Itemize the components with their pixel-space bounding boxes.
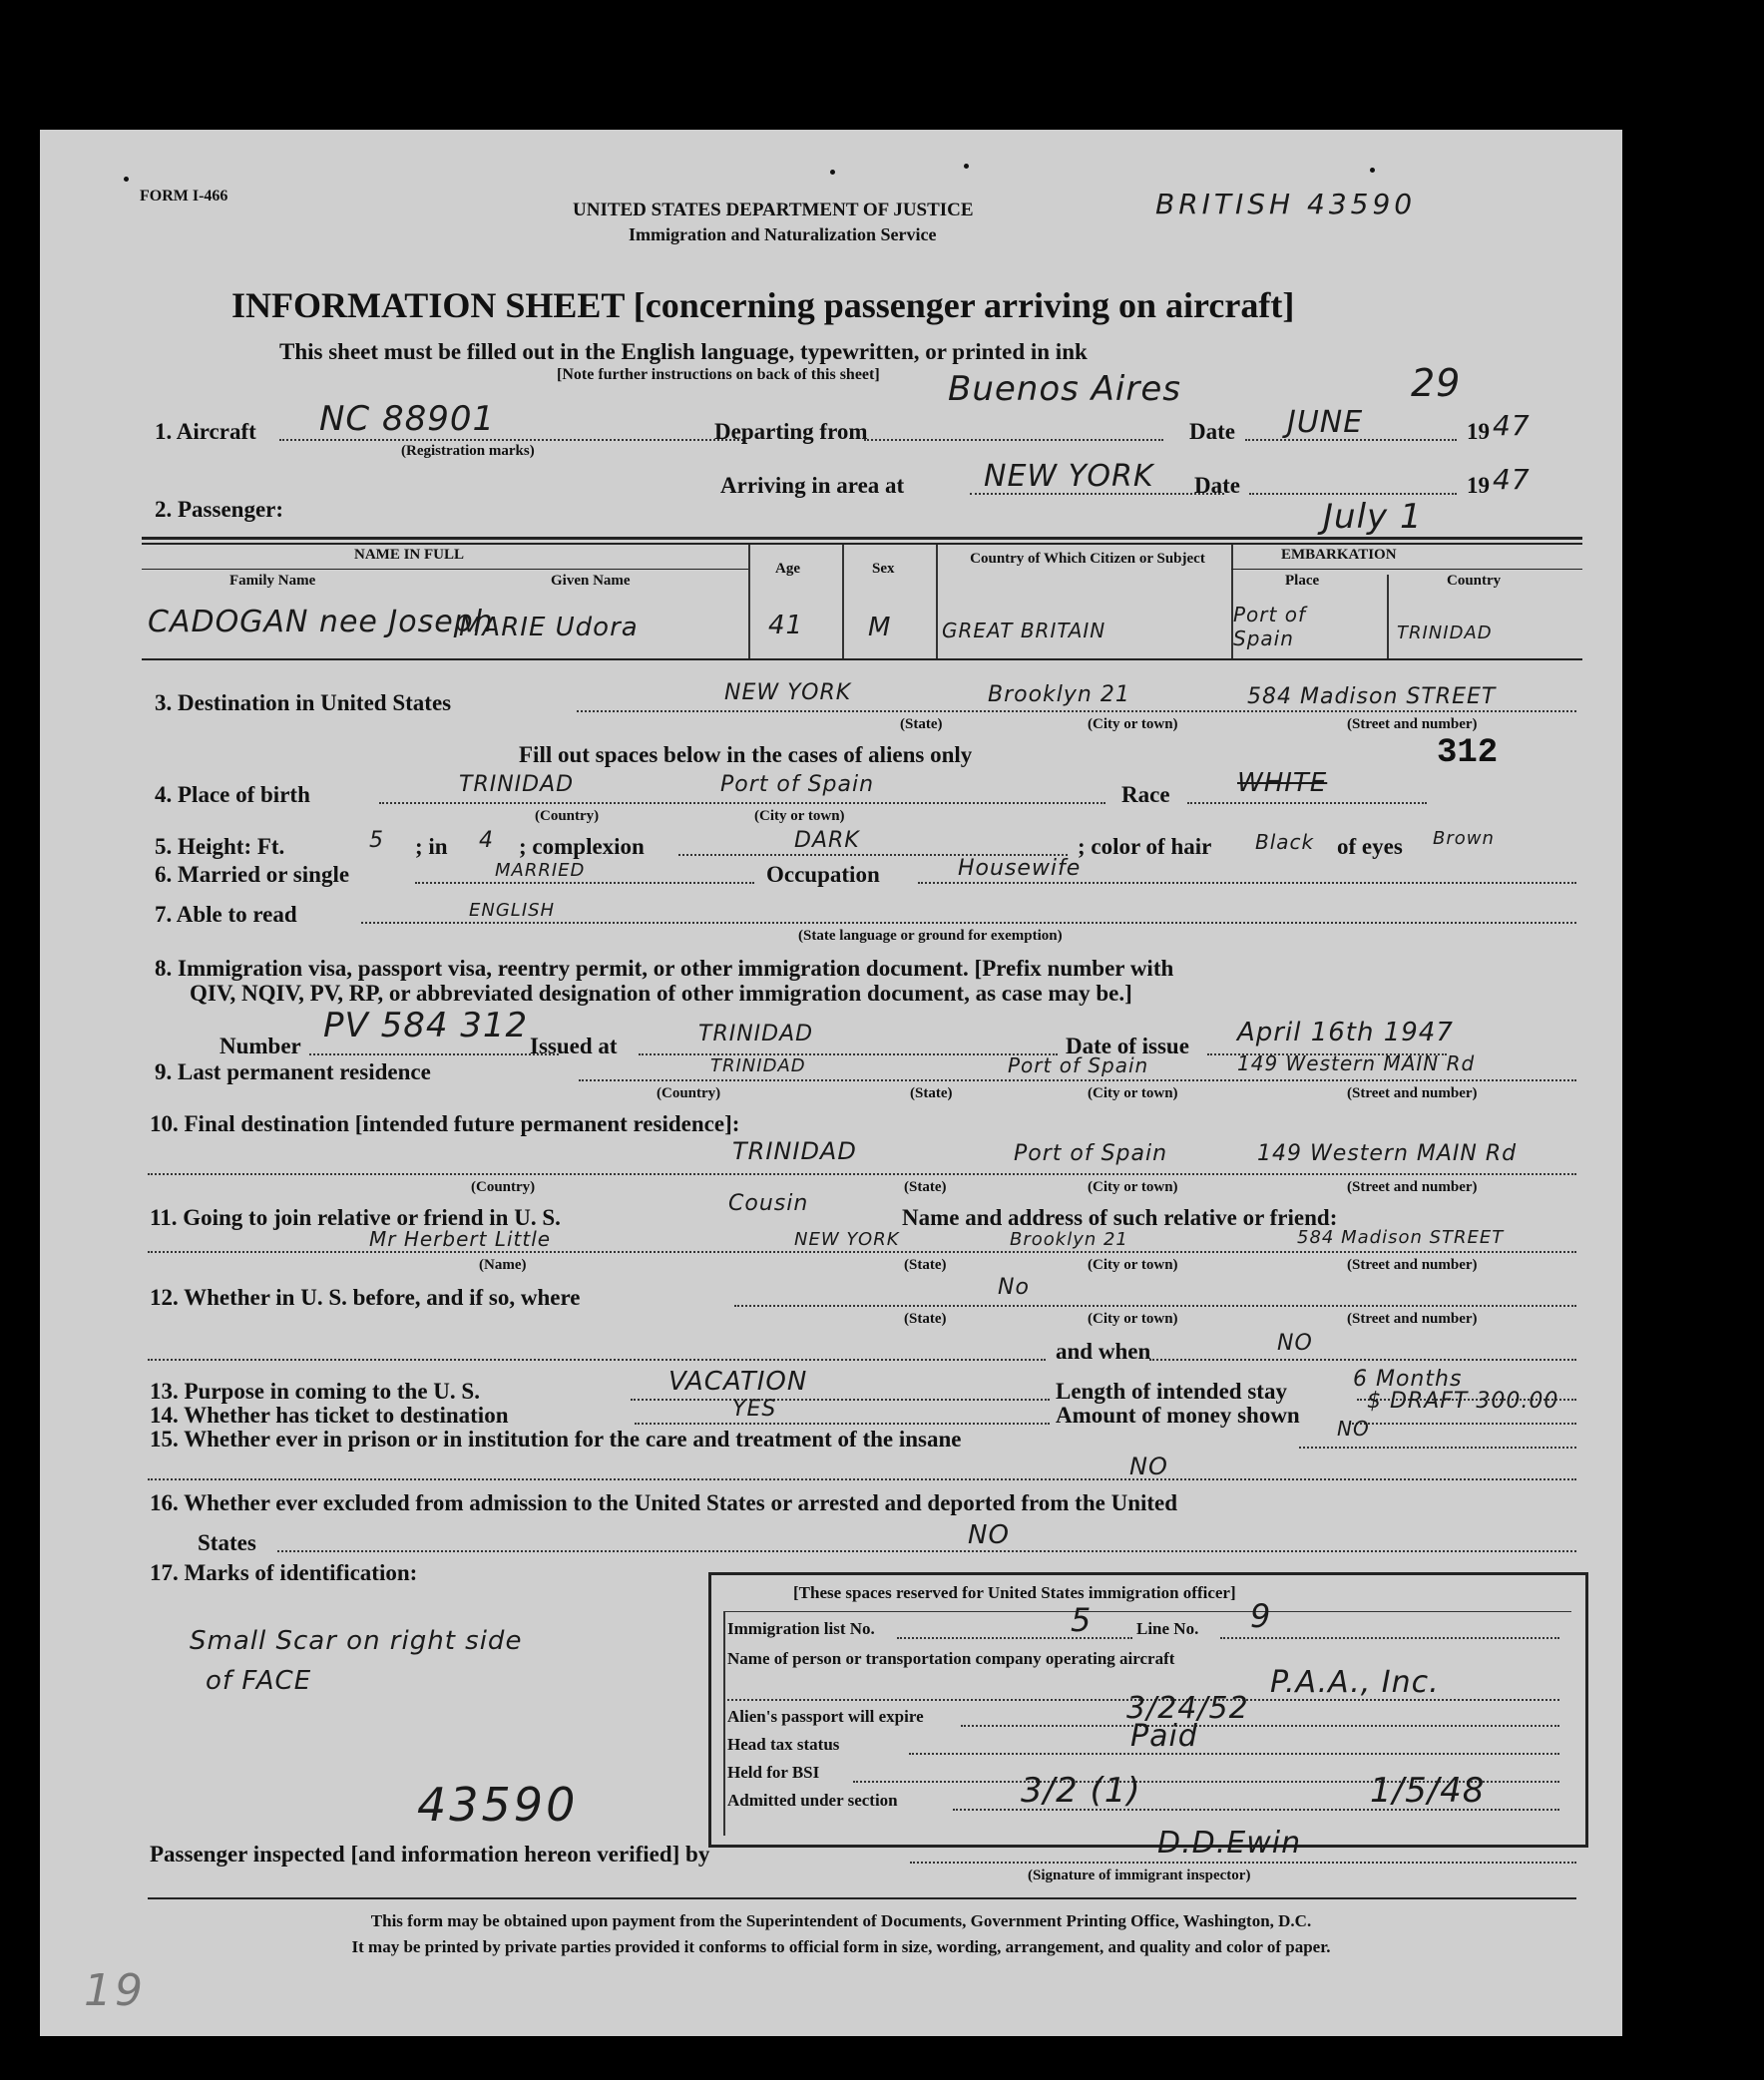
officer-box <box>708 1572 1588 1848</box>
read-label: 7. Able to read <box>155 902 297 927</box>
caption-street: (Street and number) <box>1347 716 1478 732</box>
place-value: Port of Spain <box>1233 603 1306 650</box>
list-line <box>897 1637 1132 1639</box>
stay-label: Length of intended stay <box>1056 1379 1287 1404</box>
registration-caption: (Registration marks) <box>401 443 535 459</box>
issue-date: April 16th 1947 <box>1237 1018 1454 1047</box>
height-in: 4 <box>479 828 494 853</box>
departing-line <box>864 439 1163 441</box>
caption-street: (Street and number) <box>1347 1257 1478 1273</box>
tax-label: Head tax status <box>727 1735 840 1754</box>
married-label: 6. Married or single <box>155 862 350 887</box>
purpose-value: VACATION <box>668 1367 808 1397</box>
number-label: Number <box>220 1034 301 1058</box>
eyes-value: Brown <box>1433 828 1495 849</box>
complexion-label: ; complexion <box>519 834 645 859</box>
inches-label: ; in <box>415 834 448 859</box>
arrive-date-label: Date <box>1194 473 1240 498</box>
purpose-line <box>631 1399 1050 1401</box>
race-value: WHITE <box>1237 768 1328 798</box>
join-label2: Name and address of such relative or friend: <box>902 1205 1338 1230</box>
officer-heading: [These spaces reserved for United States immigration officer] <box>793 1583 1236 1602</box>
caption-city: (City or town) <box>1088 716 1178 732</box>
speck <box>124 177 129 182</box>
service: Immigration and Naturalization Service <box>629 224 937 244</box>
caption-street: (Street and number) <box>1347 1179 1478 1195</box>
birthplace-label: 4. Place of birth <box>155 782 310 807</box>
excluded-line1: 16. Whether ever excluded from admission to the United States or arrested and deported from the United <box>150 1490 1178 1515</box>
height-ft: 5 <box>369 828 384 853</box>
residence-country: TRINIDAD <box>710 1055 806 1076</box>
arriving-value: NEW YORK <box>984 459 1154 494</box>
friend-city: Brooklyn 21 <box>1010 1229 1128 1250</box>
file-number: 43590 <box>417 1778 579 1832</box>
passport-line <box>961 1725 1559 1727</box>
col-age: Age <box>775 561 800 577</box>
list-no: 5 <box>1071 1601 1093 1639</box>
caption-city: (City or town) <box>754 808 845 824</box>
caption-state: (State) <box>904 1257 947 1273</box>
number-line <box>309 1053 559 1055</box>
prison-line <box>1299 1447 1576 1449</box>
arrive-year-prefix: 19 <box>1467 473 1490 498</box>
depart-year: 47 <box>1493 409 1531 442</box>
signature-caption: (Signature of immigrant inspector) <box>1028 1868 1251 1883</box>
before-line-2 <box>148 1359 1046 1361</box>
citizen-value: GREAT BRITAIN <box>942 619 1106 642</box>
col-sep <box>842 545 844 658</box>
aliens-heading: Fill out spaces below in the cases of aliens only <box>519 742 973 767</box>
caption-name: (Name) <box>479 1257 527 1273</box>
page-title: INFORMATION SHEET [concerning passenger arriving on aircraft] <box>231 285 1295 325</box>
birthplace-line <box>379 802 1105 804</box>
inspected-line <box>910 1862 1576 1864</box>
operator-value: P.A.A., Inc. <box>1270 1665 1440 1700</box>
arrive-month: July 1 <box>1323 497 1423 537</box>
col-given: Given Name <box>551 573 631 589</box>
caption-street: (Street and number) <box>1347 1085 1478 1101</box>
final-destination-label: 10. Final destination [intended future permanent residence]: <box>150 1111 740 1136</box>
speck <box>830 170 835 175</box>
join-label: 11. Going to join relative or friend in U. S. <box>150 1205 561 1230</box>
col-sex: Sex <box>872 561 895 577</box>
destination-label: 3. Destination in United States <box>155 690 452 715</box>
departing-value: Buenos Aires <box>948 369 1181 409</box>
caption-street: (Street and number) <box>1347 1311 1478 1327</box>
married-value: MARRIED <box>495 860 586 881</box>
friend-name: Mr Herbert Little <box>369 1227 552 1251</box>
line-label: Line No. <box>1136 1619 1199 1638</box>
departing-label: Departing from <box>714 419 868 444</box>
visa-line2: QIV, NQIV, PV, RP, or abbreviated designation of other immigration document, as case may be.] <box>190 981 1132 1006</box>
col-sep <box>748 545 750 658</box>
admitted-label: Admitted under section <box>727 1791 898 1810</box>
form-sheet <box>40 130 1622 2036</box>
table-top-rule-2 <box>142 543 1582 545</box>
col-country: Country of Which Citizen or Subject <box>970 551 1205 567</box>
sex-value: M <box>868 613 892 642</box>
date-label: Date <box>1189 419 1235 444</box>
col-embarkation: EMBARKATION <box>1281 547 1397 563</box>
friend-state: NEW YORK <box>794 1229 900 1250</box>
race-label: Race <box>1121 782 1170 807</box>
dest-street: 584 Madison STREET <box>1247 684 1497 709</box>
table-bottom-rule <box>142 658 1582 660</box>
relation-value: Cousin <box>728 1191 809 1216</box>
ticket-line <box>635 1423 1050 1425</box>
inspector-signature: D.D.Ewin <box>1157 1826 1302 1861</box>
country-value: TRINIDAD <box>1397 623 1493 643</box>
year-prefix: 19 <box>1467 419 1490 444</box>
visa-number: PV 584 312 <box>323 1006 529 1045</box>
occupation-value: Housewife <box>958 856 1082 881</box>
aircraft-value: NC 88901 <box>319 399 496 439</box>
prison-line-2 <box>148 1478 1576 1480</box>
occupation-label: Occupation <box>766 862 880 887</box>
table-top-rule <box>142 537 1582 540</box>
complexion-value: DARK <box>794 828 860 853</box>
read-line <box>361 922 1576 924</box>
footer-line1: This form may be obtained upon payment from the Superintendent of Documents, Government Printing Office, Washington, D.C. <box>370 1911 1312 1930</box>
eyes-label: of eyes <box>1337 834 1403 859</box>
line-no-line <box>1220 1637 1559 1639</box>
page-number: 19 <box>84 1965 146 2016</box>
caption-country: (Country) <box>535 808 600 824</box>
before-label: 12. Whether in U. S. before, and if so, where <box>150 1285 581 1310</box>
note: [Note further instructions on back of this sheet] <box>557 366 880 383</box>
passenger-label: 2. Passenger: <box>155 497 284 522</box>
form-number: FORM I-466 <box>140 188 228 205</box>
prison-value-2: NO <box>1129 1453 1168 1480</box>
col-place: Place <box>1285 573 1320 589</box>
final-country: TRINIDAD <box>732 1137 857 1165</box>
depart-day: 29 <box>1411 361 1462 405</box>
residence-street: 149 Western MAIN Rd <box>1237 1051 1476 1075</box>
operator-label: Name of person or transportation company operating aircraft <box>727 1649 1175 1668</box>
visa-line1: 8. Immigration visa, passport visa, reentry permit, or other immigration document. [Prefix number with <box>155 956 1174 981</box>
before-line <box>734 1305 1576 1307</box>
inspected-label: Passenger inspected [and information hereon verified] by <box>150 1842 710 1867</box>
when-value: NO <box>1277 1331 1313 1356</box>
final-destination-line <box>148 1173 1576 1175</box>
issued-value: TRINIDAD <box>698 1022 814 1046</box>
caption-city: (City or town) <box>1088 1257 1178 1273</box>
read-value: ENGLISH <box>469 900 556 921</box>
arriving-label: Arriving in area at <box>720 473 905 498</box>
col-country2: Country <box>1447 573 1502 589</box>
when-label: and when <box>1056 1339 1151 1364</box>
caption-city: (City or town) <box>1088 1311 1178 1327</box>
col-sep <box>936 545 938 658</box>
arrive-year: 47 <box>1493 463 1531 496</box>
marks-line2: of FACE <box>206 1666 312 1696</box>
ticket-label: 14. Whether has ticket to destination <box>150 1403 509 1428</box>
caption-country: (Country) <box>657 1085 721 1101</box>
height-label: 5. Height: Ft. <box>155 834 285 859</box>
married-line <box>415 882 754 884</box>
dest-state: NEW YORK <box>724 680 852 705</box>
caption-city: (City or town) <box>1088 1179 1178 1195</box>
col-family: Family Name <box>229 573 316 589</box>
caption-city: (City or town) <box>1088 1085 1178 1101</box>
caption-state: (State) <box>900 716 943 732</box>
passport-value: 3/24/52 <box>1126 1691 1249 1726</box>
col-name-full: NAME IN FULL <box>354 547 465 563</box>
margin-number: 312 <box>1437 734 1499 772</box>
instruction: This sheet must be filled out in the English language, typewritten, or printed in ink <box>279 339 1088 364</box>
destination-line <box>577 710 1576 712</box>
stay-value: 6 Months <box>1353 1367 1463 1392</box>
age-value: 41 <box>768 611 804 640</box>
prison-label: 15. Whether ever in prison or in institution for the care and treatment of the insane <box>150 1427 962 1452</box>
caption-state: (State) <box>904 1311 947 1327</box>
residence-city: Port of Spain <box>1008 1053 1149 1077</box>
admitted-value: 3/2 (1) <box>1021 1771 1141 1811</box>
speck <box>1370 168 1375 173</box>
residence-line <box>579 1079 1576 1081</box>
admitted-date: 1/5/48 <box>1370 1771 1486 1811</box>
footer-rule <box>148 1897 1576 1899</box>
aircraft-label: 1. Aircraft <box>155 419 256 444</box>
stamp-british: BRITISH 43590 <box>1155 188 1417 220</box>
purpose-label: 13. Purpose in coming to the U. S. <box>150 1379 480 1404</box>
final-city: Port of Spain <box>1014 1141 1168 1166</box>
ticket-value: YES <box>732 1397 777 1422</box>
arrive-date-line <box>1249 493 1457 495</box>
line-no: 9 <box>1250 1597 1272 1635</box>
caption-state: (State) <box>910 1085 953 1101</box>
excluded-value: NO <box>968 1520 1010 1550</box>
money-label: Amount of money shown <box>1056 1403 1300 1428</box>
name-sep <box>142 569 748 570</box>
marks-line1: Small Scar on right side <box>190 1626 523 1656</box>
caption-state: (State) <box>904 1179 947 1195</box>
issued-label: Issued at <box>530 1034 618 1058</box>
department: UNITED STATES DEPARTMENT OF JUSTICE <box>573 200 974 220</box>
embark-sep <box>1231 569 1582 570</box>
excluded-line <box>277 1550 1576 1552</box>
passport-label: Alien's passport will expire <box>727 1707 924 1726</box>
depart-month: JUNE <box>1287 405 1364 440</box>
birth-country: TRINIDAD <box>459 772 575 797</box>
read-caption: (State language or ground for exemption) <box>798 928 1063 944</box>
given-name: MARIE Udora <box>459 613 639 642</box>
final-street: 149 Western MAIN Rd <box>1257 1141 1518 1166</box>
caption-country: (Country) <box>471 1179 536 1195</box>
excluded-line2: States <box>198 1530 256 1555</box>
prison-value: NO <box>1337 1417 1370 1441</box>
hair-value: Black <box>1255 830 1315 854</box>
speck <box>964 164 969 169</box>
issued-line <box>639 1053 1058 1055</box>
friend-street: 584 Madison STREET <box>1297 1227 1505 1248</box>
race-line <box>1187 802 1427 804</box>
when-line <box>1149 1359 1576 1361</box>
occupation-line <box>918 882 1576 884</box>
issue-date-label: Date of issue <box>1066 1034 1189 1058</box>
money-value: $ DRAFT 300.00 <box>1367 1389 1559 1414</box>
join-line <box>148 1251 1576 1253</box>
bsi-label: Held for BSI <box>727 1763 820 1782</box>
col-sep <box>1387 575 1389 658</box>
footer-line2: It may be printed by private parties provided it conforms to official form in size, wording, arrangement, and quality and color of paper. <box>351 1937 1331 1956</box>
residence-label: 9. Last permanent residence <box>155 1059 431 1084</box>
tax-line <box>909 1753 1559 1755</box>
list-label: Immigration list No. <box>727 1619 875 1638</box>
aircraft-line <box>279 439 743 441</box>
dest-city: Brooklyn 21 <box>988 682 1130 707</box>
birth-city: Port of Spain <box>720 772 875 797</box>
hair-label: ; color of hair <box>1078 834 1212 859</box>
family-name: CADOGAN nee Joseph <box>148 605 494 639</box>
tax-value: Paid <box>1130 1719 1198 1754</box>
money-line <box>1349 1423 1576 1425</box>
marks-label: 17. Marks of identification: <box>150 1560 418 1585</box>
before-value: No <box>998 1275 1030 1300</box>
